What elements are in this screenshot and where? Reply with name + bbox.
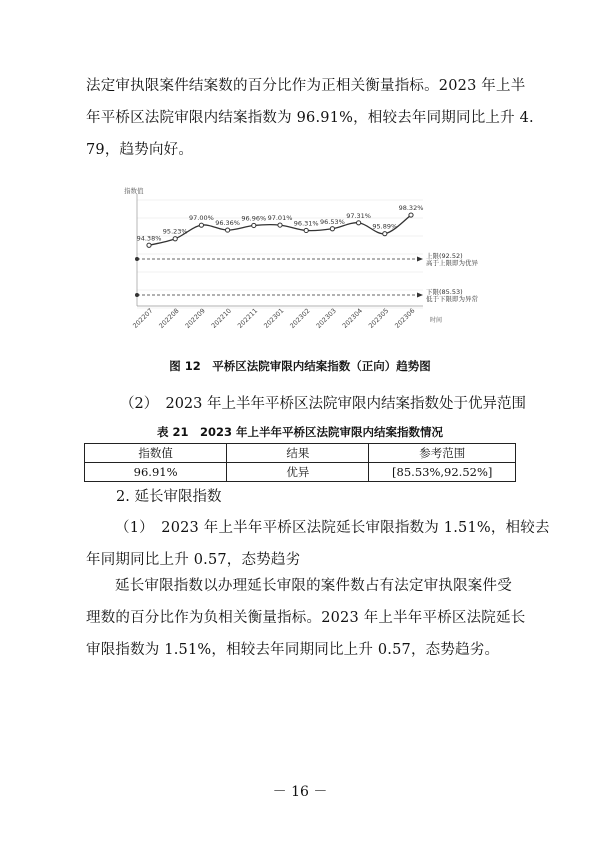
data-point	[173, 237, 177, 241]
paragraph-line: 理数的百分比作为负相关衡量指标。2023 年上半年平桥区法院延长	[86, 610, 526, 626]
data-label: 96.36%	[215, 219, 240, 228]
reference-arrow	[417, 293, 423, 298]
paragraph-line: 79，趋势向好。	[86, 142, 194, 158]
x-tick-label: 202302	[288, 306, 312, 330]
data-point	[147, 243, 151, 247]
paragraph-line: 审限指数为 1.51%，相较去年同期同比上升 0.57，态势趋劣。	[86, 642, 500, 658]
x-axis-label: 时间	[430, 317, 443, 324]
table-caption: 表 21 2023 年上半年平桥区法院审限内结案指数情况	[156, 425, 443, 439]
reference-label: 上限(92.52)	[426, 252, 463, 260]
data-point	[383, 232, 387, 236]
data-point	[278, 223, 282, 227]
reference-arrow	[417, 257, 423, 262]
table-cell: [85.53%,92.52%]	[369, 463, 516, 482]
figure-caption: 图 12 平桥区法院审限内结案指数（正向）趋势图	[169, 359, 431, 373]
paragraph-line: 年平桥区法院审限内结案指数为 96.91%，相较去年同期同比上升 4.	[86, 110, 534, 126]
x-tick-label: 202303	[314, 306, 338, 330]
data-label: 94.38%	[136, 234, 162, 243]
x-tick-label: 202304	[340, 306, 365, 330]
x-tick-label: 202207	[131, 306, 155, 330]
paragraph-line: （1） 2023 年上半年平桥区法院延长审限指数为 1.51%，相较去	[115, 520, 550, 536]
section-heading: 2. 延长审限指数	[116, 489, 222, 505]
x-tick-label: 202208	[157, 306, 181, 330]
data-label: 98.32%	[398, 204, 424, 213]
data-label: 96.31%	[293, 219, 319, 228]
data-label: 96.96%	[241, 214, 267, 223]
data-label: 95.89%	[372, 222, 398, 231]
paragraph-line: 延长审限指数以办理延长审限的案件数占有法定审执限案件受	[115, 578, 512, 594]
reference-label: 下限(85.53)	[426, 288, 463, 296]
result-table	[84, 443, 516, 482]
page-number: － 16 －	[272, 784, 328, 800]
data-label: 97.01%	[267, 214, 293, 223]
data-point	[226, 228, 230, 232]
data-point	[330, 227, 334, 231]
reference-note: 高于上限即为优异	[426, 259, 478, 267]
data-point	[304, 228, 308, 232]
reference-note: 低于下限即为异常	[426, 295, 478, 303]
paragraph-extension-summary	[86, 512, 550, 576]
y-axis-label: 指数值	[124, 187, 144, 195]
table-header: 结果	[227, 444, 369, 463]
data-point	[199, 223, 203, 227]
table-header: 参考范围	[369, 444, 516, 463]
paragraph-review-index	[86, 70, 534, 166]
x-tick-label: 202306	[393, 306, 417, 330]
paragraph-line: 法定审执限案件结案数的百分比作为正相关衡量指标。2023 年上半	[86, 78, 526, 94]
data-point	[409, 213, 413, 217]
paragraph-extension-detail	[86, 570, 526, 666]
table-row	[85, 463, 516, 482]
table-header: 指数值	[85, 444, 227, 463]
data-label: 97.00%	[189, 214, 214, 223]
data-label: 97.31%	[346, 211, 371, 220]
x-tick-label: 202209	[183, 306, 207, 330]
table-cell: 优异	[227, 463, 369, 482]
data-point	[252, 223, 256, 227]
trend-chart	[118, 182, 482, 332]
x-tick-label: 202211	[236, 306, 260, 330]
sub-heading: （2） 2023 年上半年平桥区法院审限内结案指数处于优异范围	[120, 396, 526, 412]
x-tick-label: 202210	[209, 306, 234, 330]
x-tick-label: 202301	[262, 306, 286, 330]
data-label: 95.23%	[162, 227, 188, 236]
paragraph-line: 年同期同比上升 0.57，态势趋劣	[86, 552, 301, 568]
data-point	[357, 221, 361, 225]
table-cell: 96.91%	[85, 463, 227, 482]
trend-chart-svg	[118, 182, 482, 332]
data-label: 96.53%	[320, 217, 345, 226]
x-tick-label: 202305	[367, 306, 391, 330]
table-header-row	[85, 444, 516, 463]
